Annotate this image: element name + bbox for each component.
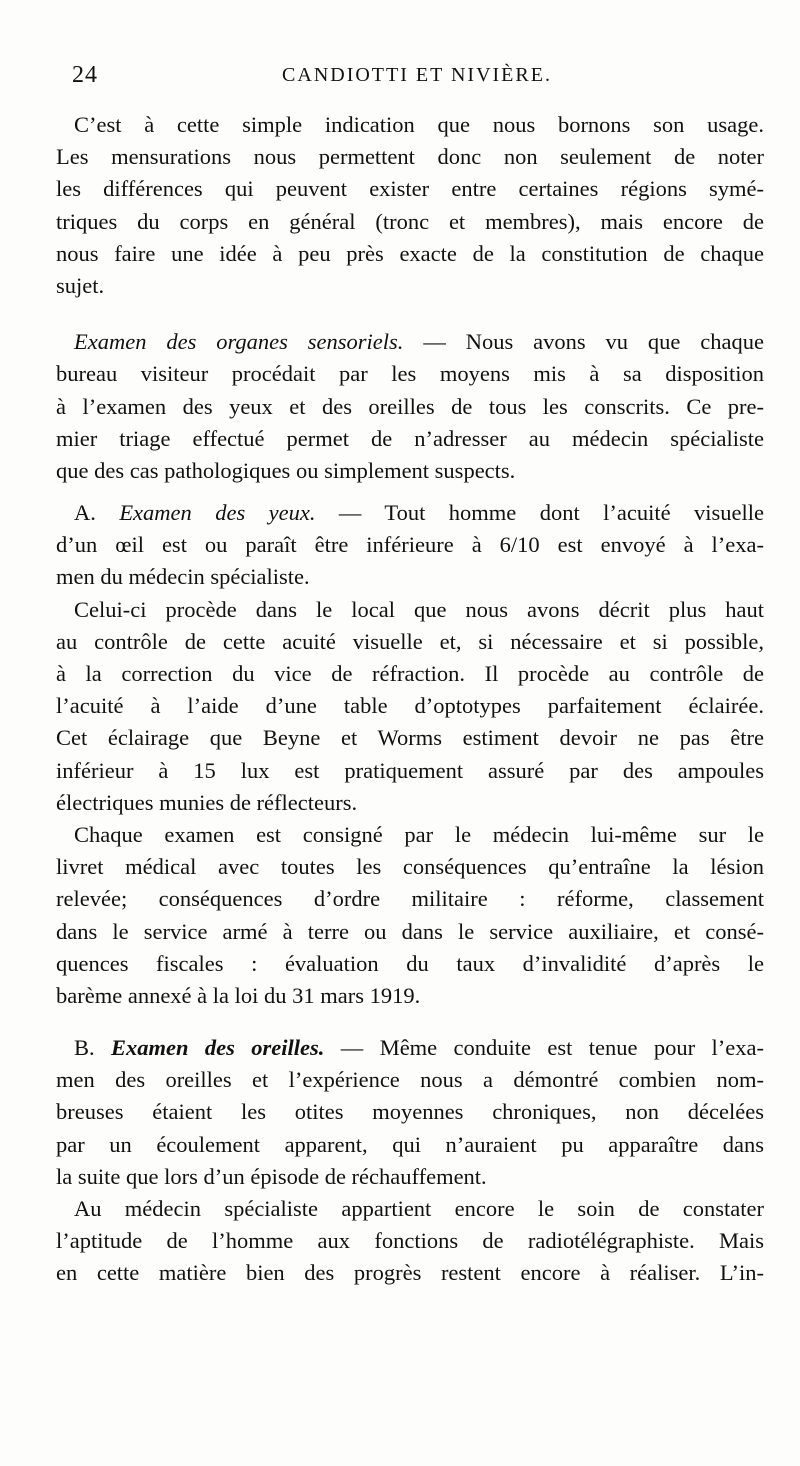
section-organes-sensoriels [56, 326, 764, 487]
text-line: d’un œil est ou paraît être inférieure à 6/10 est envoyé à l’exa- [56, 532, 764, 558]
section-examen-des-yeux [56, 497, 764, 594]
text-line: triques du corps en général (tronc et membres), mais encore de [56, 208, 764, 234]
text-line: men du médecin spécialiste. [56, 564, 310, 590]
text-line: Au médecin spécialiste appartient encore le soin de constater [74, 1196, 764, 1221]
text-line: nous faire une idée à peu près exacte de la constitution de chaque [56, 240, 764, 266]
text-line: à la correction du vice de réfraction. Il procède au contrôle de [56, 661, 764, 686]
text-line: à l’examen des yeux et des oreilles de tous les conscrits. Ce pre- [56, 393, 764, 419]
section-examen-des-oreilles [56, 1032, 764, 1193]
text-line: inférieur à 15 lux est pratiquement assuré par des ampoules [56, 757, 764, 783]
text-line: Celui-ci procède dans le local que nous avons décrit plus haut [74, 596, 764, 622]
text-line: Chaque examen est consigné par le médecin lui-même sur le [74, 821, 764, 847]
text-line: Cet éclairage que Beyne et Worms estiment devoir ne pas être [56, 725, 764, 751]
text-line: livret médical avec toutes les conséquences qu’entraîne la lésion [56, 854, 764, 880]
paragraph-spacer [56, 1012, 764, 1032]
text-line: l’aptitude de l’homme aux fonctions de radiotélégraphiste. Mais [56, 1228, 764, 1254]
text-line: l’acuité à l’aide d’une table d’optotypes parfaitement éclairée. [56, 693, 764, 719]
text-line: au contrôle de cette acuité visuelle et, si nécessaire et si possible, [56, 628, 764, 654]
text-line: la suite que lors d’un épisode de réchauffement. [56, 1163, 487, 1189]
paragraph-livret-medical [56, 819, 764, 1012]
text-line: en cette matière bien des progrès restent encore à réaliser. L’in- [56, 1260, 764, 1286]
text-line: les différences qui peuvent exister entre certaines régions symé- [56, 176, 764, 202]
text-line: C’est à cette simple indication que nous bornons son usage. [74, 112, 764, 137]
page-number: 24 [72, 62, 98, 88]
section-heading: Examen des yeux. [119, 500, 316, 526]
paragraph-spacer [56, 487, 764, 497]
text-line: relevée; conséquences d’ordre militaire : réforme, classement [56, 886, 764, 912]
text-line: barème annexé à la loi du 31 mars 1919. [56, 982, 421, 1008]
running-title: CANDIOTTI ET NIVIÈRE. [282, 64, 552, 86]
text-line: bureau visiteur procédait par les moyens mis à sa disposition [56, 361, 764, 387]
paragraph-controle-acuite [56, 594, 764, 819]
text-line: Les mensurations nous permettent donc non seulement de noter [56, 144, 764, 170]
paragraph-spacer [56, 302, 764, 326]
body-text [56, 109, 764, 1290]
text-line [56, 497, 764, 529]
section-heading: Examen des organes sensoriels. [74, 329, 404, 355]
text-line: par un écoulement apparent, qui n’auraient pu apparaître dans [56, 1131, 764, 1157]
heading-run-in-text: — Même conduite est tenue pour l’exa- [324, 1035, 764, 1061]
text-line: électriques munies de réflecteurs. [56, 789, 358, 815]
text-line [56, 326, 764, 358]
text-line: mier triage effectué permet de n’adresser au médecin spécialiste [56, 425, 764, 451]
text-line: que des cas pathologiques ou simplement suspects. [56, 457, 516, 483]
text-line: sujet. [56, 272, 105, 298]
section-letter: B. [74, 1035, 112, 1061]
paragraph-mensurations [56, 109, 764, 302]
section-letter: A. [74, 500, 120, 526]
text-line: dans le service armé à terre ou dans le service auxiliaire, et consé- [56, 918, 764, 944]
text-line [56, 1032, 764, 1064]
text-line: breuses étaient les otites moyennes chroniques, non décelées [56, 1099, 764, 1125]
section-heading: Examen des oreilles. [111, 1035, 325, 1061]
heading-run-in-text: — Tout homme dont l’acuité visuelle [315, 500, 764, 526]
heading-run-in-text: — Nous avons vu que chaque [403, 329, 764, 355]
text-line: quences fiscales : évaluation du taux d’invalidité d’après le [56, 950, 764, 976]
paragraph-radiotelegraphiste [56, 1193, 764, 1290]
text-line: men des oreilles et l’expérience nous a démontré combien nom- [56, 1067, 764, 1093]
page-header [72, 62, 762, 94]
